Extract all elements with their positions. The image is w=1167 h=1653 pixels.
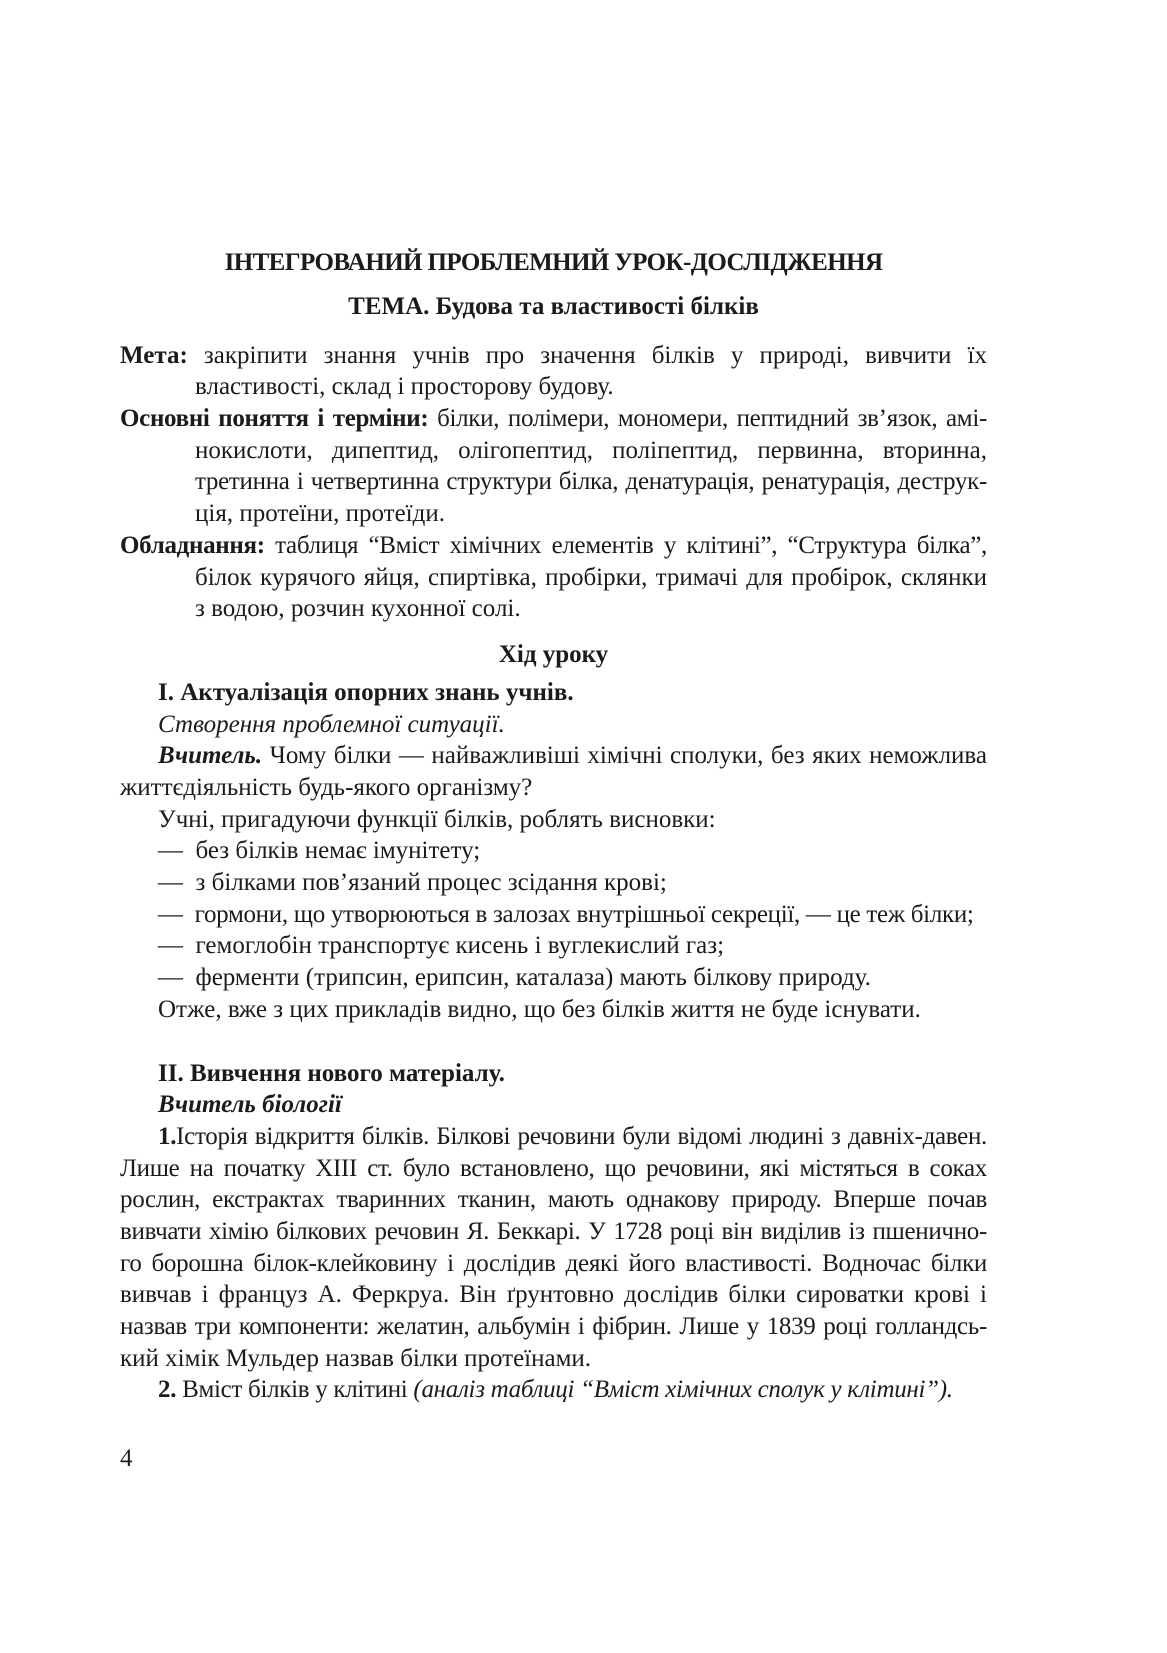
section-2-title: ІІ. Вивчення нового матеріалу. <box>158 1060 505 1087</box>
equipment-line-3: з водою, розчин кухонної солі. <box>195 595 521 622</box>
paragraph-1-line-1: 1.Історія відкриття білків. Білкові речовини були відомі людині з давніх-давен. <box>158 1123 987 1150</box>
goal-line-1 <box>120 341 987 371</box>
section-2-subtitle: Вчитель біології <box>158 1091 342 1118</box>
concepts-text-1: білки, полімери, мономери, пептидний зв’язок, амі- <box>437 405 987 432</box>
paragraph-1-line: го борошна білок-клейковину і дослідив деякі його властивості. Водночас білки <box>120 1250 987 1277</box>
concepts-line-1 <box>120 404 987 434</box>
teacher-question-line-2: життєдіяльність будь-якого організму? <box>120 774 533 801</box>
dash-bullet: — <box>158 932 183 959</box>
item-1-number: 1. <box>158 1123 177 1150</box>
list-item: — без білків немає імунітету; <box>158 837 481 864</box>
equipment-line-2: білок курячого яйця, спиртівка, пробірки, тримачі для пробірок, склянки <box>195 564 987 591</box>
concepts-line-2: нокислоти, дипептид, олігопептид, поліпептид, первинна, вторинна, <box>195 437 987 464</box>
section-1-subtitle: Створення проблемної ситуації. <box>158 711 505 738</box>
paragraph-1-line: кий хімік Мульдер назвав білки протеїнами. <box>120 1345 592 1372</box>
page-number: 4 <box>120 1445 133 1472</box>
paragraph-1-line: вивчати хімію білкових речовин Я. Беккарі. У 1728 році він виділив із пшенично- <box>120 1218 987 1245</box>
dash-bullet: — <box>158 837 183 864</box>
item-2-note: (аналіз таблиці “Вміст хімічних сполук у клітині”). <box>413 1376 953 1403</box>
section-1-title: І. Актуалізація опорних знань учнів. <box>158 679 574 706</box>
item-2-number: 2. <box>158 1376 177 1403</box>
teacher-question-line-1 <box>158 741 987 771</box>
list-item: — гемоглобін транспортує кисень і вуглекислий газ; <box>158 932 725 959</box>
list-item: — гормони, що утворюються в залозах внутрішньої секреції, — це теж білки; <box>158 901 974 928</box>
paragraph-2-line-1 <box>158 1375 953 1405</box>
goal-line-2: властивості, склад і просторову будову. <box>195 373 614 400</box>
dash-bullet: — <box>158 869 183 896</box>
equipment-text-1: таблиця “Вміст хімічних елементів у клітині”, “Структура білка”, <box>275 532 987 559</box>
concepts-line-4: ція, протеїни, протеїди. <box>195 500 445 527</box>
concepts-label: Основні поняття і терміни: <box>120 405 429 432</box>
lesson-heading: Хід уроку <box>498 641 609 668</box>
topic-heading: ТЕМА. Будова та властивості білків <box>348 293 759 320</box>
dash-bullet: — <box>158 964 183 991</box>
concepts-line-3: третинна і четвертинна структури білка, денатурація, ренатурація, деструк- <box>195 468 987 495</box>
goal-label: Мета: <box>120 342 188 369</box>
dash-bullet: — <box>158 901 183 928</box>
equipment-label: Обладнання: <box>120 532 265 559</box>
teacher-question-text: Чому білки — найважливіші хімічні сполуки, без яких неможлива <box>269 742 987 769</box>
paragraph-1-line: рослин, екстрактах тваринних тканин, мають однакову природу. Вперше почав <box>120 1186 987 1213</box>
paragraph-1-line: назвав три компоненти: желатин, альбумін і фібрин. Лише у 1839 році голландсь- <box>120 1313 987 1340</box>
equipment-line-1 <box>120 531 987 561</box>
paragraph-1-line: вивчав і француз А. Феркруа. Він ґрунтовно дослідив білки сироватки крові і <box>120 1281 987 1308</box>
section-1-conclusion: Отже, вже з цих прикладів видно, що без білків життя не буде існувати. <box>158 996 921 1023</box>
list-item: — ферменти (трипсин, ерипсин, каталаза) мають білкову природу. <box>158 964 871 991</box>
page-title: ІНТЕГРОВАНИЙ ПРОБЛЕМНИЙ УРОК-ДОСЛІДЖЕННЯ <box>224 249 883 276</box>
list-item: — з білками пов’язаний процес зсідання крові; <box>158 869 667 896</box>
item-2-text: Вміст білків у клітині <box>182 1376 408 1403</box>
paragraph-1-line: Лише на початку ХІІІ ст. було встановлено, що речовини, які містяться в соках <box>120 1155 987 1182</box>
goal-text-1: закріпити знання учнів про значення білків у природі, вивчити їх <box>203 342 987 369</box>
teacher-label: Вчитель. <box>158 742 263 769</box>
students-intro: Учні, пригадуючи функції білків, роблять висновки: <box>158 806 716 833</box>
